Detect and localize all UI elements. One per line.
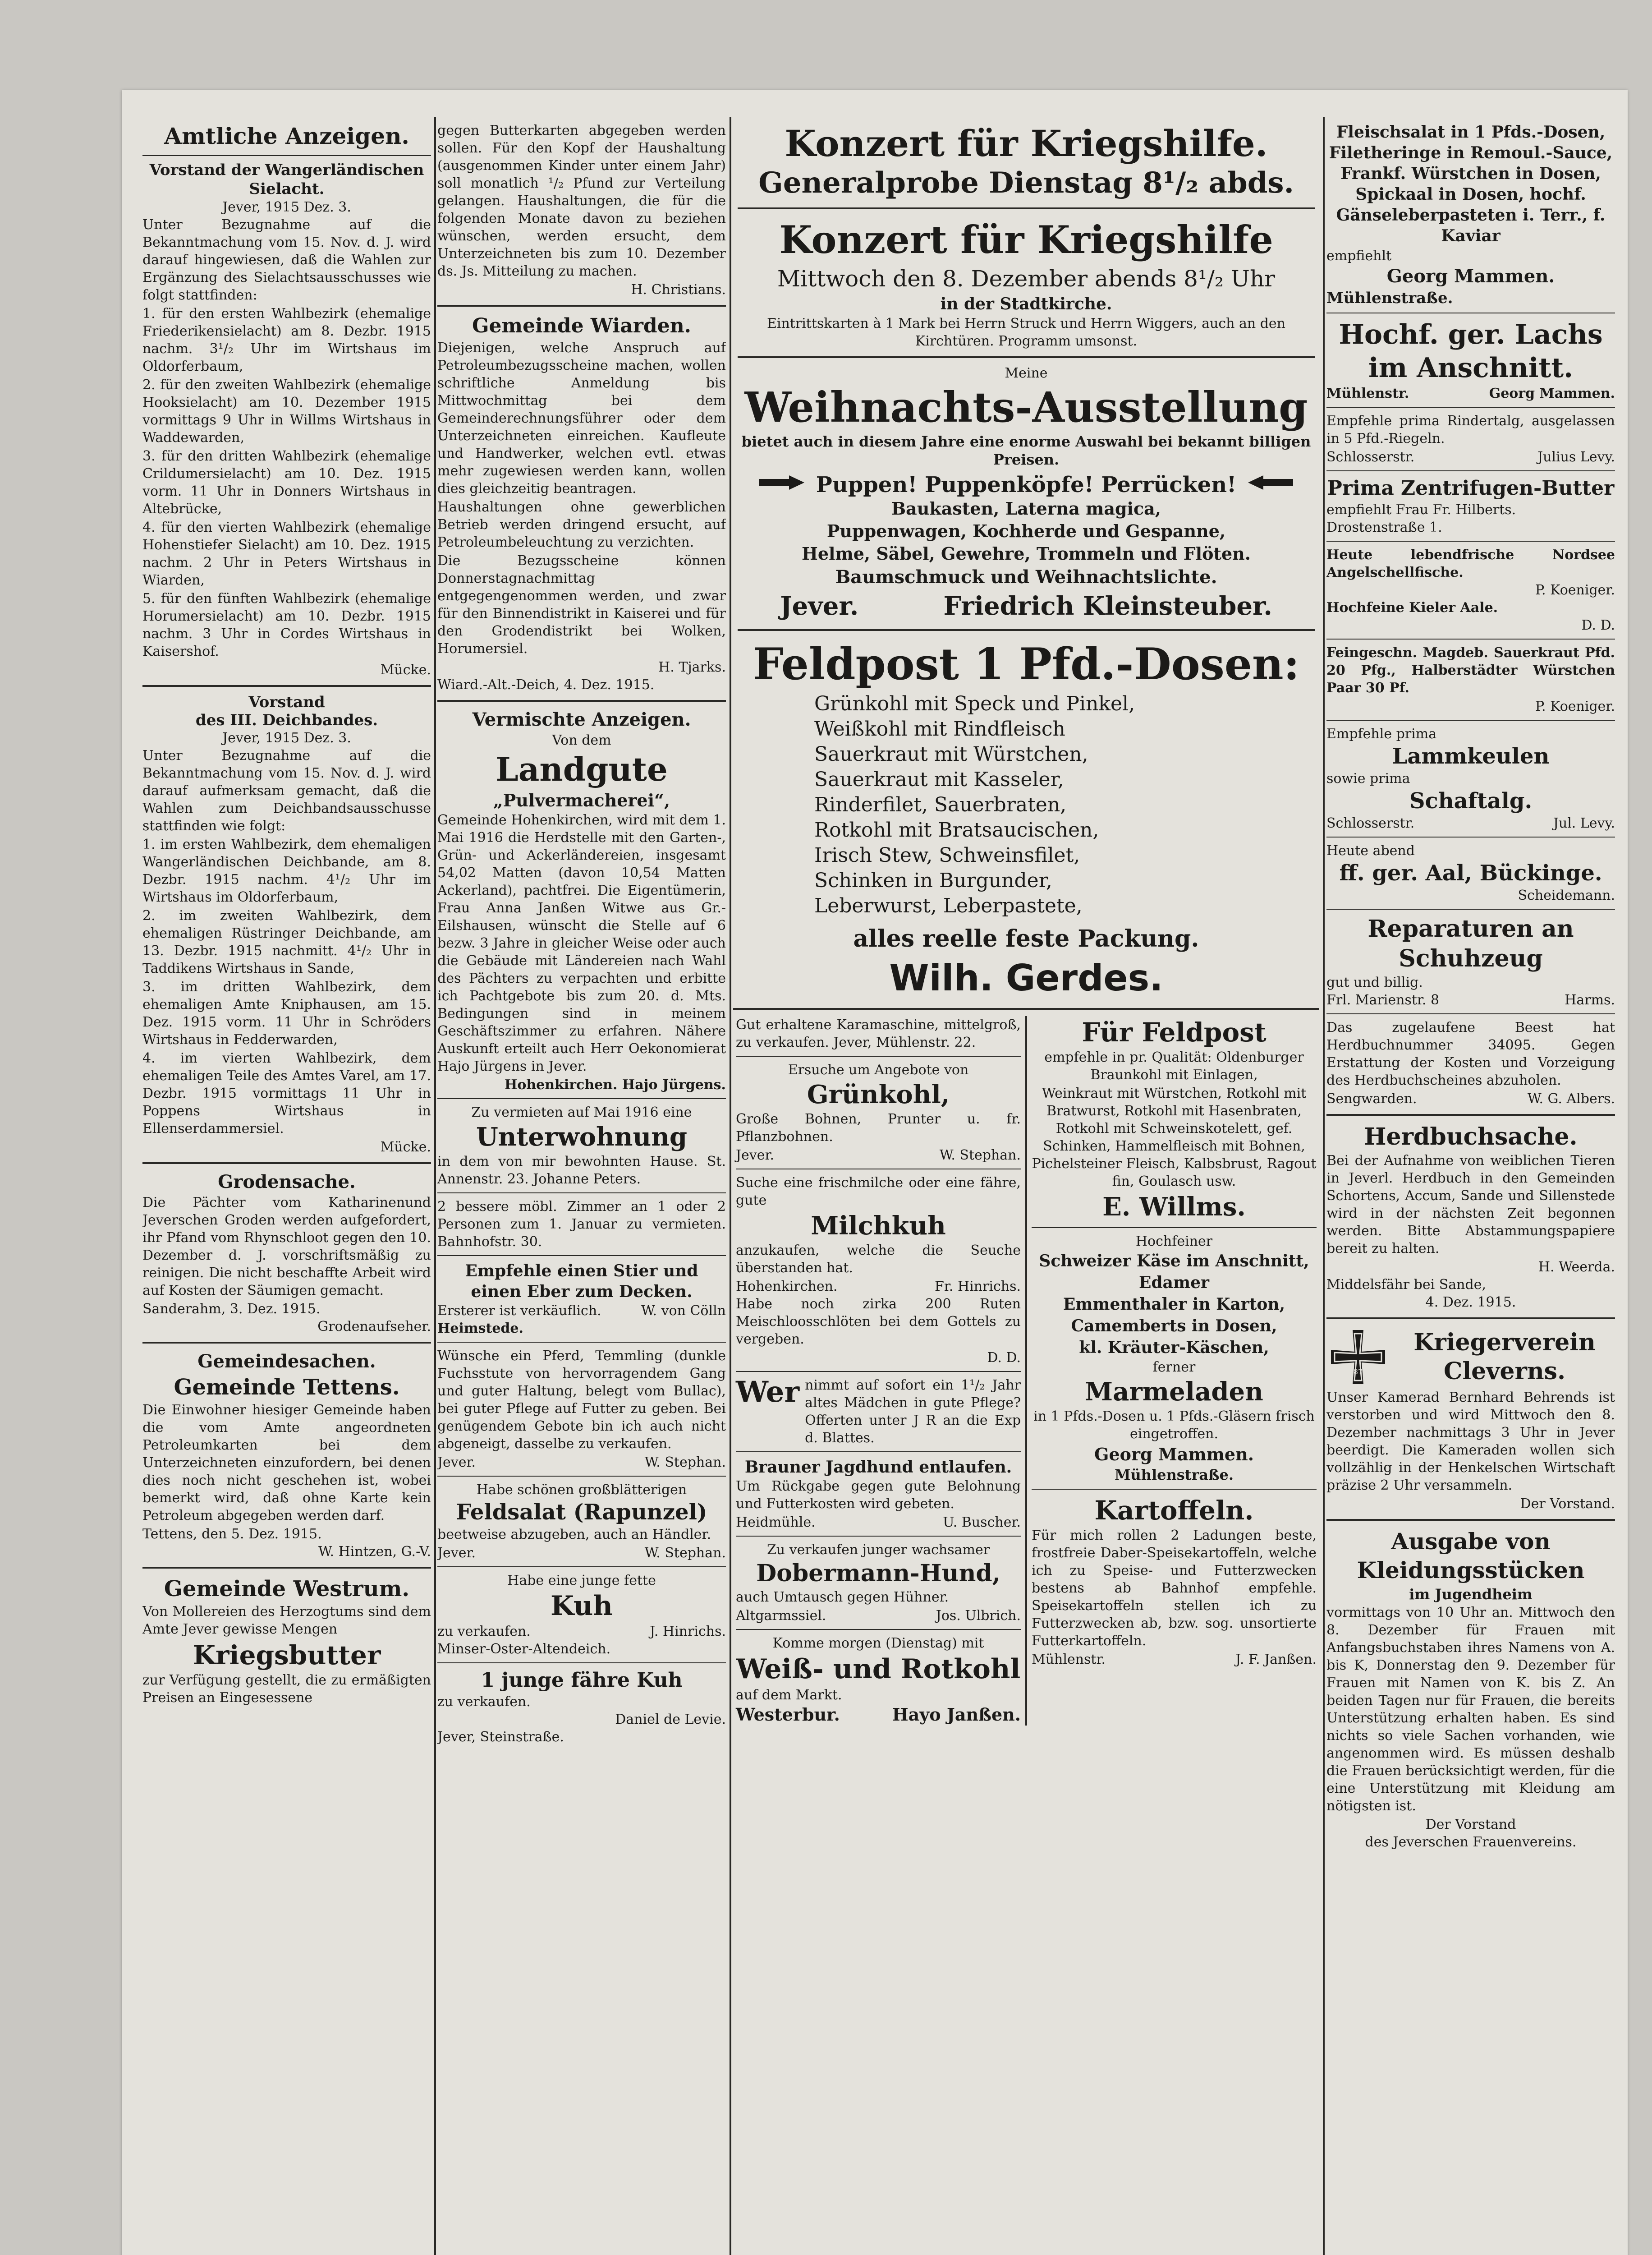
notice-item: 3. für den dritten Wahlbezirk (ehemalige Crildumersielacht) am 10. Dez. 1915 vorm. 11 Uhr in Donners Wirtshaus in Altebrücke, <box>142 448 431 517</box>
ad-signature-row <box>736 1704 1021 1726</box>
ad-text: auch Umtausch gegen Hühner. <box>736 1589 949 1605</box>
ad-signature-row <box>1326 385 1615 402</box>
notice-text: gegen Butterkarten abgegeben werden sollen. Für den Kopf der Haushaltung (ausgenommen Kinder unter einem Jahr) soll monatlich ¹/₂ Pfund zur Verteilung gelangen. Haushaltungen, die für die folgenden Monate davon zu beziehen wünschen, werden ersucht, dem Unterzeichneten bis zum 10. Dezember ds. Js. Mitteilung zu machen. <box>437 123 726 279</box>
ad-text: Große Bohnen, Prunter u. fr. Pflanzbohnen. <box>736 1111 1021 1145</box>
ad-text: Eintrittskarten à 1 Mark bei Herrn Struck und Herrn Wiggers, auch an den Kirchtüren. Programm umsonst. <box>766 316 1286 349</box>
ad-title: Konzert für Kriegshilfe. <box>785 122 1268 165</box>
list-item: Schweizer Käse im Anschnitt, <box>1039 1252 1309 1270</box>
divider <box>1326 909 1615 910</box>
ad-title: Für Feldpost <box>1082 1017 1267 1048</box>
notice-item: 4. im vierten Wahlbezirk, dem ehemaligen Teile des Amtes Varel, am 17. Dezbr. 1915 vormittags 11 Uhr in Poppens Wirtshaus in Ellenserdammersiel. <box>142 1050 431 1137</box>
ad-text: Bei der Aufnahme von weiblichen Tieren in Jeverl. Herdbuch in den Gemeinden Schortens, Accum, Sande und Sillenstede wird in der nächsten Zeit begonnen werden. Bitte Abstammungspapiere bereit zu halten. <box>1326 1153 1615 1256</box>
divider <box>1326 541 1615 542</box>
ad-text: empfiehlt Frau Fr. Hilberts. <box>1326 502 1516 518</box>
ad-title: Weiß- und Rotkohl <box>736 1653 1021 1685</box>
ad-title: Konzert für Kriegshilfe <box>779 217 1273 262</box>
divider <box>437 1662 726 1663</box>
notice-text: Diejenigen, welche Anspruch auf Petroleumbezugsscheine machen, wollen schriftliche Anmeldung bis Mittwochmittag bei dem Gemeinderechnungsführer oder dem Unterzeichneten einreichen. Kaufleute und Handwerker, welchen evtl. etwas mehr zugewiesen werden kann, wollen dies gleichzeitig beantragen. <box>437 340 726 497</box>
ad-text: beetweise abzugeben, auch an Händler. <box>437 1527 711 1542</box>
ad-text: auf dem Markt. <box>736 1687 842 1703</box>
divider <box>1326 1519 1615 1521</box>
ad-title: Schaftalg. <box>1409 788 1533 814</box>
notice-place: Wiard.-Alt.-Deich, 4. Dez. 1915. <box>437 677 655 693</box>
notice-text: Die Bezugsscheine können Donnerstagnachmittag entgegengenommen werden, und zwar für den Binnendistrikt in Kaiserei und für den Grodendistrikt bei Wolken, Horumersiel. <box>437 553 726 657</box>
ad-signature-row <box>1032 1651 1317 1668</box>
divider <box>1326 407 1615 408</box>
ad-place: Drostenstraße 1. <box>1326 520 1442 535</box>
ad-title: Kriegerverein Cleverns. <box>1413 1329 1596 1385</box>
ad-title: Ausgabe von Kleidungsstücken <box>1357 1528 1585 1583</box>
divider <box>437 305 726 307</box>
divider <box>736 1536 1021 1537</box>
ad-text: Fleischsalat in 1 Pfds.-Dosen, Filetheringe in Remoul.-Sauce, Frankf. Würstchen in Dosen, Spickaal in Dosen, hochf. Gänseleberpasteten i. Terr., f. Kaviar <box>1329 123 1613 245</box>
list-item: Rotkohl mit Bratsaucischen, <box>814 819 1099 842</box>
ad-signature: Der Vorstand. <box>1520 1496 1615 1512</box>
ad-text: anzukaufen, welche die Seuche überstanden hat. <box>736 1243 1021 1276</box>
section-title: Vermischte Anzeigen. <box>472 709 691 730</box>
notice-signature: H. Tjarks. <box>658 659 726 675</box>
ad-place: Jever. <box>736 1147 775 1163</box>
cross-year: 1870 <box>1349 1367 1367 1376</box>
ad-signature: Daniel de Levie. <box>615 1712 726 1727</box>
ad-place: Jever, Steinstraße. <box>437 1729 564 1745</box>
divider <box>437 1255 726 1256</box>
ad-text: Unser Kamerad Bernhard Behrends ist verstorben und wird Mittwoch den 8. Dezember nachmittags 3 Uhr in Jever beerdigt. Die Kameraden wollen sich vollzählig in der Henkelschen Wirtschaft präzise 2 Uhr versammeln. <box>1326 1390 1615 1493</box>
notice-heading: des III. Deichbandes. <box>195 711 378 729</box>
divider <box>437 700 726 702</box>
ad-text: empfiehlt <box>1326 248 1392 264</box>
ad-text: Weinkraut mit Würstchen, Rotkohl mit Bratwurst, Rotkohl mit Hasenbraten, Rotkohl mit Schweinskotelett, gef. Schinken, Hammelfleisch mit Bohnen, Pichelsteiner Fleisch, Kalbsbrust, Ragout fin, Goulasch usw. <box>1032 1086 1317 1189</box>
ad-signature: W. G. Albers. <box>1527 1091 1615 1107</box>
ad-signature: J. F. Janßen. <box>1235 1652 1317 1667</box>
ad-text: sowie prima <box>1326 771 1410 787</box>
ad-text: Ersuche um Angebote von <box>788 1062 969 1078</box>
divider <box>142 155 431 156</box>
divider <box>1326 1013 1615 1014</box>
ad-text: Baumschmuck und Weihnachtslichte. <box>835 566 1217 588</box>
ad-title: Milchkuh <box>811 1211 946 1241</box>
notice-text: Die Einwohner hiesiger Gemeinde haben die vom Amte angeordneten Petroleumkarten bei dem Unterzeichneten einzufordern, bei denen dies noch nicht geschehen ist, wobei bemerkt wird, daß ohne Karte kein Petroleum abgegeben werden darf. <box>142 1402 431 1523</box>
ad-signature: E. Willms. <box>1102 1192 1246 1222</box>
ad-text: vormittags von 10 Uhr an. Mittwoch den 8. Dezember für Frauen mit Anfangsbuchstaben ihres Namens von A. bis K, Donnerstag den 9. Dezember für Frauen mit Namen von K. bis Z. An beiden Tagen nur für Frauen, die bereits Unterstützung erhalten haben. Es sind nichts so viele Sachen vorhanden, wie angenommen wird. Es müssen deshalb die Frauen berücksichtigt werden, für die eine Unterstützung mit Kleidung am nötigsten ist. <box>1326 1605 1615 1814</box>
list-item: Camemberts in Dosen, <box>1071 1316 1277 1335</box>
ad-signature: W. Stephan. <box>644 1545 726 1561</box>
ad-place: Schlosserstr. <box>1326 449 1415 465</box>
list-item: Weißkohl mit Rindfleisch <box>814 718 1065 741</box>
column-3 <box>733 122 1319 2255</box>
ad-signature: Georg Mammen. <box>1489 386 1615 401</box>
ad-place: Jever. <box>437 1545 476 1561</box>
notice-date: Jever, 1915 Dez. 3. <box>222 199 351 215</box>
divider <box>437 1098 726 1099</box>
notice-item: 1. für den ersten Wahlbezirk (ehemalige Friederikensielacht) am 8. Dezbr. 1915 nachm. 3¹/₂ Uhr im Wirtshaus im Oldorferbaum, <box>142 306 431 374</box>
ad-title: Weihnachts-Ausstellung <box>744 383 1308 432</box>
notice-text: Unter Bezugnahme auf die Bekanntmachung vom 15. Nov. d. J. wird darauf aufmerksam gemacht, daß die Wahlen zum Deichbandsausschusse stattfinden wie folgt: <box>142 748 431 834</box>
ad-title: Grünkohl, <box>807 1080 950 1109</box>
ad-signature-row <box>437 1623 726 1640</box>
ad-title: Lammkeulen <box>1392 744 1550 769</box>
ad-place: Heidmühle. <box>736 1514 816 1530</box>
ad-signature: Julius Levy. <box>1537 449 1615 465</box>
divider <box>736 1629 1021 1630</box>
ad-text: nimmt auf sofort ein 1¹/₂ Jahr altes Mädchen in gute Pflege? Offerten unter J R an die Exp d. Blattes. <box>805 1377 1021 1446</box>
ad-title: Reparaturen an Schuhzeug <box>1367 915 1574 972</box>
ad-subtitle: Generalprobe Dienstag 8¹/₂ abds. <box>758 166 1294 200</box>
ad-text: zu verkaufen. <box>437 1694 531 1710</box>
ad-text: Zu verkaufen junger wachsamer <box>766 1542 990 1558</box>
ad-place: Schlosserstr. <box>1326 815 1415 831</box>
ad-signature-row <box>738 589 1315 623</box>
ad-place: Altgarmssiel. <box>736 1608 826 1624</box>
notice-title: Gemeinde Wiarden. <box>472 314 692 337</box>
ad-signature: W. von Cölln <box>641 1303 726 1319</box>
divider <box>142 1567 431 1569</box>
ad-place: Heimstede. <box>437 1321 523 1336</box>
ad-text: Feingeschn. Magdeb. Sauerkraut Pfd. 20 Pfg., Halberstädter Würstchen Paar 30 Pf. <box>1326 645 1615 696</box>
ad-signature: W. Stephan. <box>939 1147 1021 1163</box>
pointing-hand-icon <box>1245 473 1295 497</box>
ad-list <box>738 691 1315 919</box>
ad-signature-row <box>1326 815 1615 832</box>
divider <box>736 1451 1021 1452</box>
notice-date: Jever, 1915 Dez. 3. <box>222 730 351 746</box>
ad-signature: P. Koeniger. <box>1535 699 1615 714</box>
column-rule <box>730 117 731 2255</box>
split-ads <box>733 1016 1319 1726</box>
list-item: Schinken in Burgunder, <box>814 869 1052 892</box>
ad-place: Middelsfähr bei Sande, <box>1326 1277 1486 1293</box>
ad-title: Feldpost 1 Pfd.-Dosen: <box>753 639 1300 690</box>
ad-place: Westerbur. <box>736 1704 840 1725</box>
notice-item: 4. für den vierten Wahlbezirk (ehemalige Hohenstiefer Sielacht) am 10. Dez. 1915 nachm. 2 Uhr in Peters Wirtshaus in Wiarden, <box>142 520 431 588</box>
iron-cross-icon <box>1326 1325 1390 1389</box>
ad-signature: des Jeverschen Frauenvereins. <box>1365 1834 1577 1850</box>
ad-title: Herdbuchsache. <box>1364 1123 1578 1151</box>
ad-text: Komme morgen (Dienstag) mit <box>772 1635 984 1651</box>
ad-signature-row <box>437 1302 726 1320</box>
notice-heading: Vorstand <box>248 693 325 711</box>
notice-signature: W. Hintzen, G.-V. <box>318 1544 431 1560</box>
ad-signature: Wilh. Gerdes. <box>889 957 1163 999</box>
notice-text: Unter Bezugnahme auf die Bekanntmachung vom 15. Nov. d. J. wird darauf hingewiesen, daß die Wahlen zur Ergänzung des Sielachtsausschusses wie folgt stattfinden: <box>142 217 431 303</box>
ad-text: Habe schönen großblätterigen <box>476 1482 687 1498</box>
ad-text: in 1 Pfds.-Dosen u. 1 Pfds.-Gläsern frisch eingetroffen. <box>1033 1408 1315 1442</box>
divider <box>738 356 1315 358</box>
ad-signature: D. D. <box>987 1350 1021 1366</box>
notice-item: 3. im dritten Wahlbezirk, dem ehemaligen Amte Kniphausen, am 15. Dez. 1915 vorm. 11 Uhr in Schröders Wirtshaus in Fedderwarden, <box>142 979 431 1048</box>
ad-text: 2 bessere möbl. Zimmer an 1 oder 2 Personen zum 1. Januar zu vermieten. Bahnhofstr. 30. <box>437 1199 726 1250</box>
ad-signature-row <box>437 1544 726 1562</box>
ad-row <box>738 472 1315 497</box>
ad-title: ff. ger. Aal, Bückinge. <box>1339 861 1602 886</box>
notice-title: Gemeinde Westrum. <box>164 1576 410 1602</box>
ad-signature: Hayo Janßen. <box>892 1704 1021 1725</box>
ad-text: bietet auch in diesem Jahre eine enorme Auswahl bei bekannt billigen Preisen. <box>741 433 1311 468</box>
ad-text: Heute abend <box>1326 843 1415 859</box>
divider <box>1326 470 1615 471</box>
notice-item: 1. im ersten Wahlbezirk, dem ehemaligen Wangerländischen Deichbande, am 8. Dezbr. 1915 nachm. 4¹/₂ Uhr im Wirtshaus im Oldorferbaum, <box>142 837 431 905</box>
ad-signature-row <box>1326 448 1615 466</box>
ad-place: Jever. <box>437 1454 476 1470</box>
divider <box>1326 639 1615 640</box>
ad-place: Mühlenstraße. <box>1115 1466 1234 1483</box>
list-item: Irisch Stew, Schweinsfilet, <box>814 844 1080 867</box>
ad-title: Prima Zentrifugen-Butter <box>1327 477 1615 500</box>
ad-text: ferner <box>1152 1359 1196 1375</box>
ad-title: 1 junge fähre Kuh <box>481 1669 683 1692</box>
divider <box>736 1371 1021 1372</box>
list-item: Sauerkraut mit Kasseler, <box>814 768 1064 791</box>
column-2 <box>437 122 726 2255</box>
notice-text: zur Verfügung gestellt, die zu ermäßigten Preisen an Eingesessene <box>142 1672 431 1706</box>
divider <box>142 1162 431 1164</box>
divider <box>733 1008 1319 1010</box>
notice-text: Von Mollereien des Herzogtums sind dem Amte Jever gewisse Mengen <box>142 1604 431 1637</box>
ad-subtitle: im Jugendheim <box>1409 1586 1533 1603</box>
list-item: Grünkohl mit Speck und Pinkel, <box>814 692 1135 715</box>
ad-title: Marmeladen <box>1085 1377 1263 1407</box>
newspaper-page <box>122 90 1628 2255</box>
divider <box>437 1566 726 1567</box>
list-item: kl. Kräuter-Käschen, <box>1079 1338 1269 1357</box>
list-item: Rinderfilet, Sauerbraten, <box>814 793 1067 816</box>
ad-signature: H. Weerda. <box>1538 1259 1615 1275</box>
ad-signature: D. D. <box>1581 617 1615 633</box>
ad-text: in der Stadtkirche. <box>940 295 1112 313</box>
ad-text: Mittwoch den 8. Dezember abends 8¹/₂ Uhr <box>777 266 1276 292</box>
list-item: Leberwurst, Leberpastete, <box>814 894 1083 917</box>
ad-place: Mühlenstraße. <box>1326 289 1453 307</box>
divider <box>738 629 1315 631</box>
ad-text: Das zugelaufene Beest hat Herdbuchnummer 34095. Gegen Erstattung der Kosten und Vorzeigung des Herdbuchscheines abzuholen. <box>1326 1020 1615 1088</box>
list-item: Edamer <box>1139 1273 1209 1292</box>
ad-subtitle: „Pulvermacherei“, <box>493 790 670 810</box>
ad-text: Von dem <box>552 732 611 748</box>
ad-text: Meine <box>1005 365 1048 381</box>
ad-signature: Harms. <box>1565 992 1615 1008</box>
split-ads-right <box>1029 1016 1319 1726</box>
ad-title: Kuh <box>550 1590 613 1622</box>
split-ads-left <box>733 1016 1023 1726</box>
ad-text: Hochfeiner <box>1135 1233 1213 1249</box>
ad-text: Gemeinde Hohenkirchen, wird mit dem 1. Mai 1916 die Herdstelle mit den Garten-, Grün- und Ackerländereien, insgesamt 54,02 Matten (davon 10,54 Matten Ackerland), pachtfrei. Die Eigentümerin, Frau Anna Janßen Witwe aus Gr.-Eilshausen, wünscht die Stelle auf 6 bezw. 3 Jahre in gleicher Weise oder auch die Gebäude mit Ländereien nach Wahl des Pächters zu verpachten und erbitte ich Pachtgebote bis zum 20. d. Mts. Bedingungen sind in meinem Geschäftszimmer zu erfahren. Nähere Auskunft erteilt auch Herr Oekonomierat Hajo Jürgens in Jever. <box>437 812 726 1074</box>
ad-title: Dobermann-Hund, <box>756 1560 1000 1587</box>
ad-text: Habe noch zirka 200 Ruten Meischloosschlöten bei dem Gottels zu vergeben. <box>736 1296 1021 1347</box>
ad-signature: Fr. Hinrichs. <box>935 1279 1021 1294</box>
section-title: Gemeindesachen. <box>197 1351 376 1372</box>
divider <box>1326 837 1615 838</box>
ad-signature: Scheidemann. <box>1518 888 1615 903</box>
ad-signature-row <box>437 1454 726 1471</box>
divider <box>142 1342 431 1344</box>
column-1 <box>142 122 431 2255</box>
ad-text: Suche eine frischmilche oder eine fähre, gute <box>736 1175 1021 1208</box>
ad-text: Helme, Säbel, Gewehre, Trommeln und Flöten. <box>801 543 1251 564</box>
ad-signature: Georg Mammen. <box>1386 266 1555 287</box>
notice-title: Grodensache. <box>218 1171 356 1192</box>
notice-item: 2. im zweiten Wahlbezirk, dem ehemaligen Rüstringer Deichbande, am 13. Dezbr. 1915 nachmitt. 4¹/₂ Uhr in Taddikens Wirtshaus in Sande, <box>142 908 431 976</box>
ad-place: Minser-Oster-Altendeich. <box>437 1641 611 1657</box>
divider <box>1326 720 1615 721</box>
ad-title: Empfehle einen Stier und einen Eber zum Decken. <box>465 1261 698 1301</box>
column-4 <box>1326 122 1615 2255</box>
ad-text: in dem von mir bewohnten Hause. St. Annenstr. 23. Johanne Peters. <box>437 1154 726 1187</box>
ad-place: Frl. Marienstr. 8 <box>1326 992 1440 1008</box>
divider <box>1032 1227 1317 1228</box>
ad-signature: Friedrich Kleinsteuber. <box>943 591 1272 621</box>
ad-row <box>1326 1325 1615 1389</box>
notice-signature: Mücke. <box>380 662 431 678</box>
ad-place: Mühlenstr. <box>1031 1652 1106 1667</box>
ad-text: Heute lebendfrische Nordsee Angelschellfische. <box>1326 547 1615 580</box>
ad-text: Puppenwagen, Kochherde und Gespanne, <box>826 521 1226 541</box>
divider <box>437 1342 726 1343</box>
ad-date: 4. Dez. 1915. <box>1425 1294 1516 1310</box>
ad-signature-row <box>1326 991 1615 1009</box>
ad-signature: Jul. Levy. <box>1553 815 1615 831</box>
divider <box>738 207 1315 209</box>
notice-title: Gemeinde Tettens. <box>174 1375 400 1400</box>
divider <box>1326 1317 1615 1319</box>
ad-signature: Hohenkirchen. Hajo Jürgens. <box>504 1077 726 1093</box>
divider <box>736 1056 1021 1057</box>
ad-signature: Georg Mammen. <box>1094 1444 1254 1464</box>
ad-text: Um Rückgabe gegen gute Belohnung und Futterkosten wird gebeten. <box>736 1478 1021 1512</box>
ad-signature: J. Hinrichs. <box>650 1624 726 1639</box>
ad-title: Brauner Jagdhund entlaufen. <box>744 1458 1012 1477</box>
list-item: Emmenthaler in Karton, <box>1063 1295 1285 1314</box>
divider <box>437 1192 726 1193</box>
notice-date: Tettens, den 5. Dez. 1915. <box>142 1526 322 1542</box>
ad-signature: U. Buscher. <box>943 1514 1021 1530</box>
ad-text: Hochfeine Kieler Aale. <box>1326 600 1498 616</box>
ad-signature: Jos. Ulbrich. <box>936 1608 1021 1624</box>
ad-text: Zu vermieten auf Mai 1916 eine <box>471 1104 692 1120</box>
divider <box>1032 1489 1317 1490</box>
ad-row <box>736 1376 1021 1447</box>
ad-signature: Der Vorstand <box>1425 1817 1516 1832</box>
ad-title: Unterwohnung <box>476 1122 688 1152</box>
ad-text: empfehle in pr. Qualität: Oldenburger Braunkohl mit Einlagen, <box>1044 1049 1304 1083</box>
notice-date: Sanderahm, 3. Dez. 1915. <box>142 1301 321 1317</box>
ad-text: alles reelle feste Packung. <box>853 925 1199 953</box>
notice-item: 2. für den zweiten Wahlbezirk (ehemalige Hooksielacht) am 10. Dezember 1915 vormittags 9 Uhr in Willms Wirtshaus in Waddewarden, <box>142 377 431 446</box>
ad-text: Wünsche ein Pferd, Temmling (dunkle Fuchsstute von hervorragendem Gang und guter Haltung, belegt vom Bullac), bei guter Pflege auf Futter zu geben. Bei genügendem Gebote bin ich auch nicht abgeneigt, dasselbe zu verkaufen. <box>437 1348 726 1452</box>
divider <box>437 1476 726 1477</box>
ad-title: Wer <box>736 1375 800 1409</box>
notice-signature: Grodenaufseher. <box>317 1319 431 1335</box>
ad-signature: P. Koeniger. <box>1535 582 1615 598</box>
ad-text: Gut erhaltene Karamaschine, mittelgroß, zu verkaufen. Jever, Mühlenstr. 22. <box>736 1017 1021 1050</box>
notice-heading: Vorstand der Wangerländischen Sielacht. <box>149 161 424 198</box>
notice-signature: H. Christians. <box>631 282 726 298</box>
ad-title: Puppen! Puppenköpfe! Perrücken! <box>816 472 1237 497</box>
ad-signature-row <box>736 1514 1021 1531</box>
ad-title: Feldsalat (Rapunzel) <box>456 1500 707 1525</box>
ad-place: Sengwarden. <box>1326 1091 1417 1107</box>
ad-signature-row <box>736 1278 1021 1295</box>
notice-item: 5. für den fünften Wahlbezirk (ehemalige Horumersielacht) am 10. Dezbr. 1915 nachm. 3 Uhr in Cordes Wirtshaus in Kaisershof. <box>142 591 431 659</box>
notice-text: Die Pächter vom Katharinenund Jeverschen Groden werden aufgefordert, ihr Pfand vom Rhynschloot gegen den 10. Dezember d. J. vorschriftsmäßig zu reinigen. Die nicht beschaffte Arbeit wird auf Kosten der Säumigen gemacht. <box>142 1195 431 1298</box>
ad-text: zu verkaufen. <box>437 1624 531 1639</box>
ad-place: Jever. <box>780 591 859 621</box>
notice-title: Kriegsbutter <box>193 1640 381 1671</box>
ad-title: Hochf. ger. Lachs im Anschnitt. <box>1339 319 1603 384</box>
notice-text: Haushaltungen ohne gewerblichen Betrieb werden dringend ersucht, auf Petroleumbeleuchtung zu verzichten. <box>437 499 726 550</box>
ad-signature-row <box>736 1607 1021 1625</box>
list-item: Sauerkraut mit Würstchen, <box>814 743 1088 766</box>
pointing-hand-icon <box>757 473 807 497</box>
ad-title: Landgute <box>496 750 668 788</box>
ad-text: gut und billig. <box>1326 975 1423 990</box>
divider <box>142 685 431 687</box>
column-rule <box>1323 117 1325 2255</box>
ad-text: Empfehle prima <box>1326 726 1437 742</box>
ad-title: Kartoffeln. <box>1094 1495 1254 1526</box>
ad-text: Für mich rollen 2 Ladungen beste, frostfreie Daber-Speisekartoffeln, welche ich zu Speise- und Futterzwecken bestens ab Bahnhof empfehle. Speisekartoffeln stellen ich zu Futterzwecken ab, bzw. sog. unsortierte Futterkartoffeln. <box>1031 1528 1317 1649</box>
ad-signature: W. Stephan. <box>644 1454 726 1470</box>
section-title-amtliche: Amtliche Anzeigen. <box>164 123 409 149</box>
ad-text: Habe eine junge fette <box>507 1573 656 1588</box>
ad-place: Mühlenstr. <box>1326 386 1409 401</box>
ad-place: Hohenkirchen. <box>736 1279 838 1294</box>
column-rule <box>434 117 436 2255</box>
notice-signature: Mücke. <box>380 1139 431 1155</box>
ad-signature-row <box>736 1146 1021 1164</box>
ad-text: Empfehle prima Rindertalg, ausgelassen in 5 Pfd.-Riegeln. <box>1326 413 1615 446</box>
divider <box>1326 1114 1615 1116</box>
ad-text: Ersterer ist verkäuflich. <box>437 1303 601 1319</box>
column-rule <box>1025 1016 1027 1726</box>
ad-signature-row <box>1326 1090 1615 1108</box>
ad-text: Baukasten, Laterna magica, <box>891 498 1161 519</box>
